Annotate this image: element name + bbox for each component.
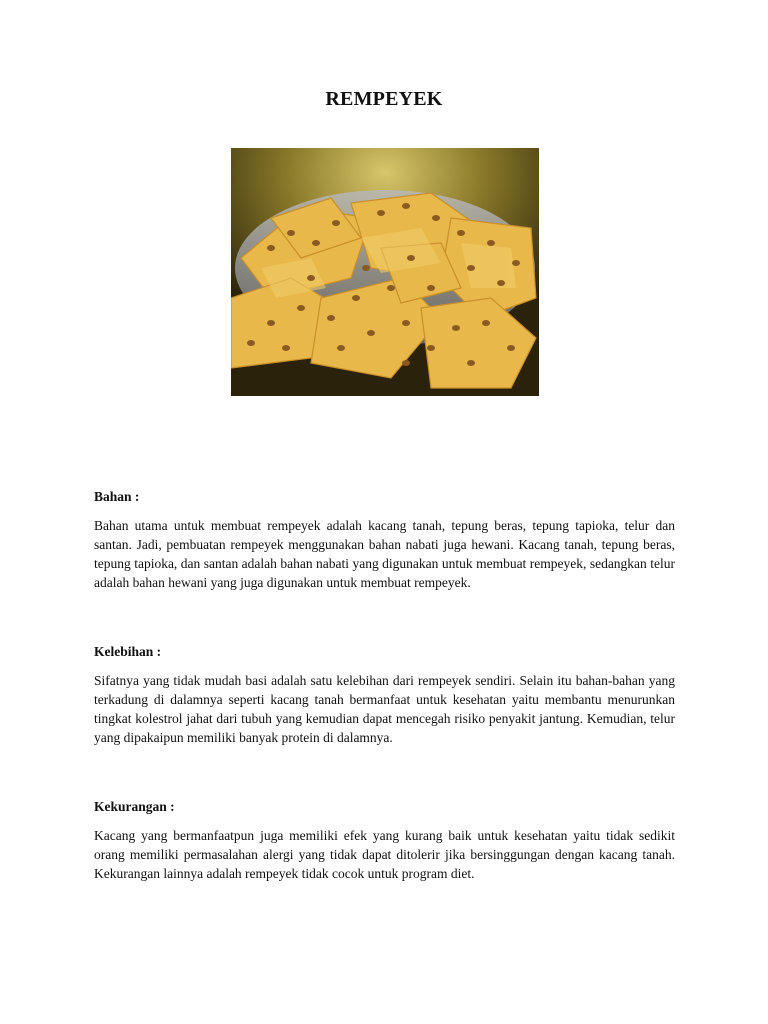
section-kekurangan bbox=[94, 797, 675, 883]
section-text-bahan: Bahan utama untuk membuat rempeyek adalah kacang tanah, tepung beras, tepung tapioka, telur dan santan. Jadi, pembuatan rempeyek menggunakan bahan nabati juga hewani. Kacang tanah, tepung beras, tepung tapioka, dan santan adalah bahan nabati yang digunakan untuk membuat rempeyek, sedangkan telur adalah bahan hewani yang juga digunakan untuk membuat rempeyek. bbox=[94, 518, 675, 590]
section-kelebihan bbox=[94, 642, 675, 747]
section-text-kelebihan: Sifatnya yang tidak mudah basi adalah satu kelebihan dari rempeyek sendiri. Selain itu bahan-bahan yang terkadung di dalamnya seperti kacang tanah bermanfaat untuk kesehatan yaitu membantu menurunkan tingkat kolestrol jahat dari tubuh yang kemudian dapat mencegah risiko penyakit jantung. Kemudian, telur yang dipakaipun memiliki banyak protein di dalamnya. bbox=[94, 673, 675, 745]
rempeyek-photo bbox=[231, 148, 539, 396]
rempeyek-image bbox=[231, 148, 539, 396]
section-heading-kekurangan: Kekurangan : bbox=[94, 799, 175, 814]
page-title: REMPEYEK bbox=[325, 88, 443, 110]
section-heading-bahan: Bahan : bbox=[94, 489, 140, 504]
section-text-kekurangan: Kacang yang bermanfaatpun juga memiliki efek yang kurang baik untuk kesehatan yaitu tidak sedikit orang memiliki permasalahan alergi yang tidak dapat ditolerir jika bersinggungan dengan kacang tanah. Kekurangan lainnya adalah rempeyek tidak cocok untuk program diet. bbox=[94, 828, 675, 881]
section-bahan bbox=[94, 487, 675, 592]
section-heading-kelebihan: Kelebihan : bbox=[94, 644, 162, 659]
